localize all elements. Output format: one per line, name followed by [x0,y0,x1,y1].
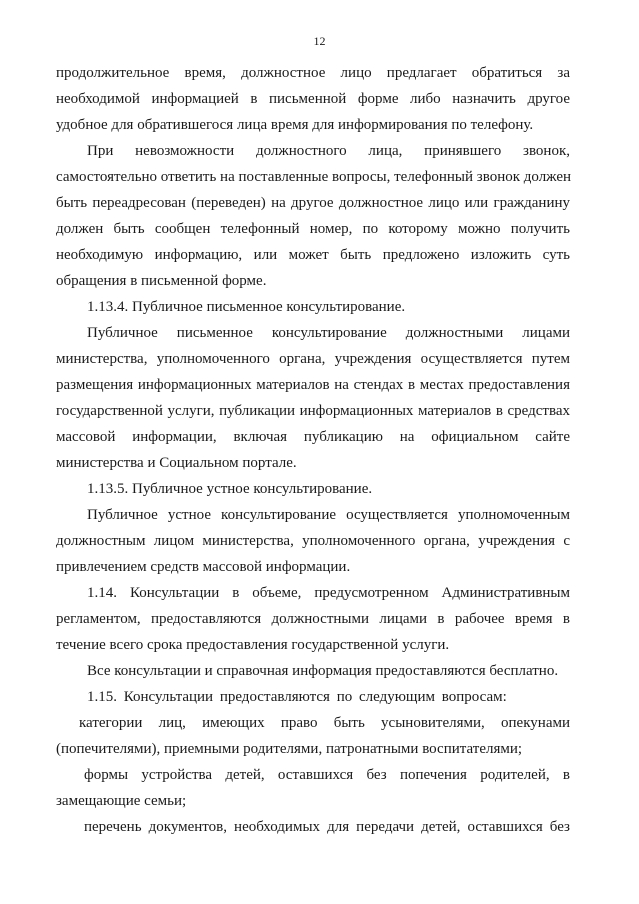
text-line: привлечением средств массовой информации. [56,559,351,575]
text-line: министерства и Социальном портале. [56,455,297,471]
text-line: регламентом, предоставляются должностными лицами в рабочее время в [56,611,570,627]
text-line: удобное для обратившегося лица время для информирования по телефону. [56,117,534,133]
text-line: течение всего срока предоставления государственной услуги. [56,637,450,653]
text-line: обращения в письменной форме. [56,273,267,289]
section-1-14-line: 1.14. Консультации в объеме, предусмотренном Административным [87,585,570,601]
list-item-line: перечень документов, необходимых для передачи детей, оставшихся без [84,819,570,835]
section-heading-1-15: 1.15. Консультации предоставляются по следующим вопросам: [87,689,507,705]
text-line: быть переадресован (переведен) на другое должностное лицо или гражданину [56,195,570,211]
text-line: необходимой информацией в письменной форме либо назначить другое [56,91,570,107]
paragraph-start-line: При невозможности должностного лица, принявшего звонок, [87,143,570,159]
text-line: должностным лицом министерства, уполномоченного органа, учреждения с [56,533,570,549]
text-line: продолжительное время, должностное лицо предлагает обратиться за [56,65,570,81]
text-line: (попечителями), приемными родителями, патронатными воспитателями; [56,741,523,757]
paragraph-start-line: Все консультации и справочная информация предоставляются бесплатно. [87,663,559,679]
text-line: государственной услуги, публикации информационных материалов в средствах [56,403,570,419]
list-item-line: категории лиц, имеющих право быть усыновителями, опекунами [79,715,570,731]
text-line: размещения информационных материалов на стендах в местах предоставления [56,377,570,393]
paragraph-start-line: Публичное устное консультирование осуществляется уполномоченным [87,507,570,523]
section-heading-1-13-5: 1.13.5. Публичное устное консультирование. [87,481,373,497]
text-line: замещающие семьи; [56,793,187,809]
text-line: необходимую информацию, или может быть предложено изложить суть [56,247,570,263]
paragraph-start-line: Публичное письменное консультирование должностными лицами [87,325,570,341]
section-heading-1-13-4: 1.13.4. Публичное письменное консультирование. [87,299,406,315]
page-number: 12 [313,34,326,48]
text-line: министерства, уполномоченного органа, учреждения осуществляется путем [56,351,570,367]
text-line: самостоятельно ответить на поставленные вопросы, телефонный звонок должен [56,169,572,185]
text-line: должен быть сообщен телефонный номер, по которому можно получить [56,221,570,237]
text-line: массовой информации, включая публикацию на официальном сайте [56,429,570,445]
list-item-line: формы устройства детей, оставшихся без попечения родителей, в [84,767,570,783]
